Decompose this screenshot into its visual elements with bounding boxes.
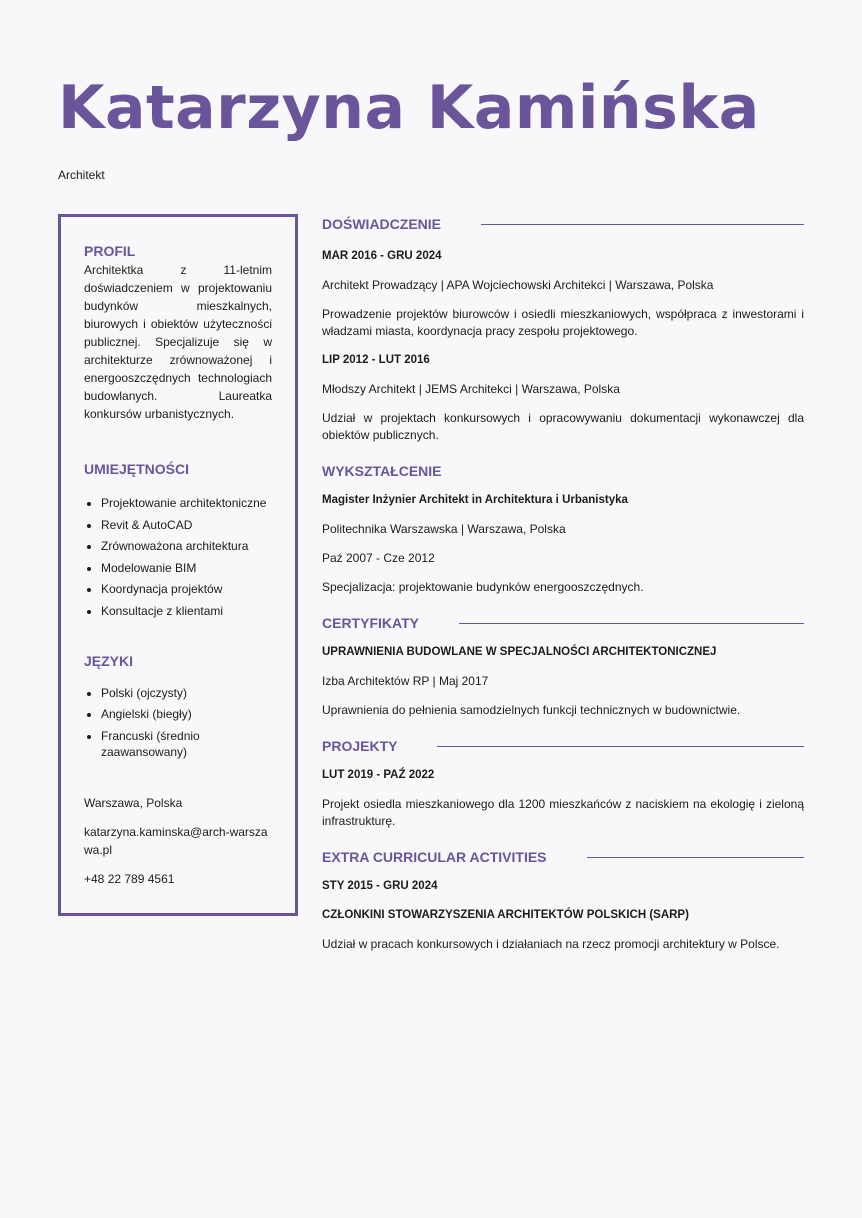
certificates-heading: CERTYFIKATY	[322, 615, 419, 631]
section-divider	[587, 857, 804, 858]
section-header	[322, 846, 804, 868]
certificate-name: UPRAWNIENIA BUDOWLANE W SPECJALNOŚCI ARCHITEKTONICZNEJ	[322, 646, 717, 658]
job-description: Udział w projektach konkursowych i opracowywaniu dokumentacji wykonawczej dla obiektów publicznych.	[322, 411, 804, 442]
candidate-name: Katarzyna Kamińska	[58, 73, 760, 143]
school: Politechnika Warszawska | Warszawa, Polska	[322, 522, 566, 536]
section-header	[322, 460, 804, 482]
section-header	[322, 612, 804, 634]
contact-location: Warszawa, Polska	[84, 795, 183, 810]
list-item: • Projektowanie architektoniczne	[101, 495, 272, 511]
education-dates: Paź 2007 - Cze 2012	[322, 551, 435, 565]
experience-section	[322, 213, 804, 444]
section-divider	[459, 623, 804, 624]
list-item: • Konsultacje z klientami	[101, 603, 272, 619]
job-description: Prowadzenie projektów biurowców i osiedli mieszkaniowych, współpraca z inwestorami i władzami miasta, koordynacja pracy zespołu projektowego.	[322, 307, 804, 338]
profile-heading: PROFIL	[84, 243, 136, 259]
job-title: Architekt	[58, 168, 105, 182]
project-dates: LUT 2019 - PAŹ 2022	[322, 769, 435, 781]
education-section	[322, 460, 804, 596]
certificates-section	[322, 612, 804, 719]
project-description: Projekt osiedla mieszkaniowego dla 1200 mieszkańców z naciskiem na ekologię i zieloną infrastrukturę.	[322, 797, 804, 828]
job-role: Architekt Prowadzący | APA Wojciechowski Architekci | Warszawa, Polska	[322, 278, 714, 292]
profile-section	[84, 243, 272, 423]
contact-section	[84, 794, 272, 888]
activity-organization: CZŁONKINI STOWARZYSZENIA ARCHITEKTÓW POLSKICH (SARP)	[322, 909, 689, 921]
section-divider	[437, 746, 804, 747]
section-divider	[481, 224, 804, 225]
extracurricular-section	[322, 846, 804, 953]
contact-phone: +48 22 789 4561	[84, 871, 175, 886]
experience-heading: DOŚWIADCZENIE	[322, 216, 441, 232]
projects-section	[322, 735, 804, 830]
contact-email[interactable]: katarzyna.kaminska@arch-warszawa.pl	[84, 824, 268, 857]
job-role: Młodszy Architekt | JEMS Architekci | Warszawa, Polska	[322, 382, 620, 396]
languages-list	[84, 685, 272, 760]
certificate-description: Uprawnienia do pełnienia samodzielnych funkcji technicznych w budownictwie.	[322, 703, 741, 717]
list-item: • Revit & AutoCAD	[101, 517, 272, 533]
list-item: • Koordynacja projektów	[101, 581, 272, 597]
job-dates: MAR 2016 - GRU 2024	[322, 250, 442, 262]
certificate-issuer: Izba Architektów RP | Maj 2017	[322, 674, 489, 688]
list-item: • Polski (ojczysty)	[101, 685, 272, 701]
job-dates: LIP 2012 - LUT 2016	[322, 354, 430, 366]
activity-description: Udział w pracach konkursowych i działaniach na rzecz promocji architektury w Polsce.	[322, 937, 780, 951]
skills-section	[84, 461, 272, 619]
skills-heading: UMIEJĘTNOŚCI	[84, 461, 190, 477]
list-item: • Angielski (biegły)	[101, 706, 272, 722]
section-header	[322, 735, 804, 757]
list-item: • Zrównoważona architektura	[101, 538, 272, 554]
skills-list	[84, 495, 272, 619]
specialization: Specjalizacja: projektowanie budynków energooszczędnych.	[322, 580, 644, 594]
section-header	[322, 213, 804, 235]
education-heading: WYKSZTAŁCENIE	[322, 463, 442, 479]
extracurricular-heading: EXTRA CURRICULAR ACTIVITIES	[322, 849, 547, 865]
degree: Magister Inżynier Architekt in Architektura i Urbanistyka	[322, 494, 628, 506]
main-content	[322, 213, 804, 953]
activity-dates: STY 2015 - GRU 2024	[322, 880, 438, 892]
languages-heading: JĘZYKI	[84, 652, 134, 669]
profile-text: Architektka z 11-letnim doświadczeniem w projektowaniu budynków mieszkalnych, biurowych i obiektów użyteczności publicznej. Specjalizuje się w architekturze zrównoważonej i energooszczędnych technologiach budowlanych. Laureatka konkursów urbanistycznych.	[84, 263, 272, 421]
projects-heading: PROJEKTY	[322, 738, 398, 754]
list-item: • Francuski (średnio zaawansowany)	[101, 728, 272, 760]
languages-section	[84, 653, 272, 760]
list-item: • Modelowanie BIM	[101, 560, 272, 576]
sidebar	[58, 214, 298, 916]
